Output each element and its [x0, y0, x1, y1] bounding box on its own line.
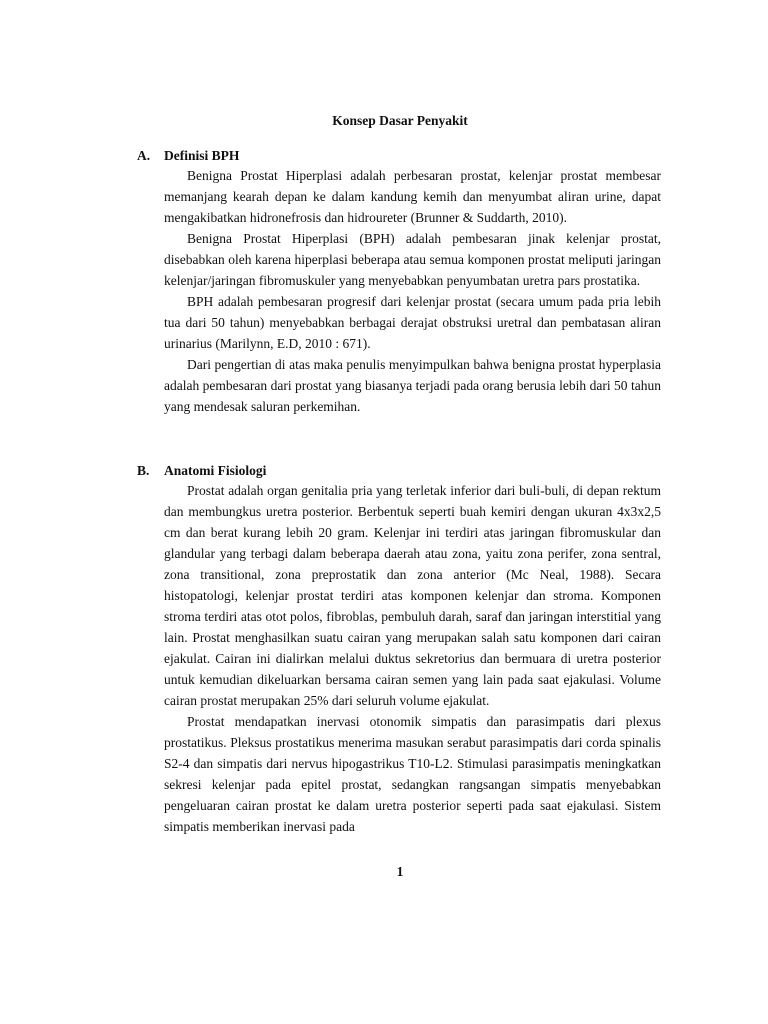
page-title: Konsep Dasar Penyakit [332, 113, 468, 128]
section-heading-b [137, 460, 266, 481]
section-title: Anatomi Fisiologi [164, 463, 267, 478]
page-number: 1 [396, 864, 404, 879]
paragraph: Prostat mendapatkan inervasi otonomik simpatis dan parasimpatis dari plexus prostatikus. Pleksus prostatikus menerima masukan serabut parasimpatis dari corda spinalis S2-4 dan simpatis dari nervus hipogastrikus T10-L2. Stimulasi parasimpatis meningkatkan sekresi kelenjar pada epitel prostat, sedangkan rangsangan simpatis menyebabkan pengeluaran cairan prostat ke dalam uretra posterior seperti pada saat ejakulasi. Sistem simpatis memberikan inervasi pada [164, 714, 661, 834]
section-body-b [164, 480, 661, 837]
section-title: Definisi BPH [164, 148, 240, 163]
paragraph: Prostat adalah organ genitalia pria yang terletak inferior dari buli-buli, di depan rektum dan membungkus uretra posterior. Berbentuk seperti buah kemiri dengan ukuran 4x3x2,5 cm dan berat kurang lebih 20 gram. Kelenjar ini terdiri atas jaringan fibromuskular dan glandular yang terbagi dalam beberapa daerah atau zona, yaitu zona perifer, zona sentral, zona transitional, zona preprostatik dan zona anterior (Mc Neal, 1988). Secara histopatologi, kelenjar prostat terdiri atas komponen kelenjar dan stroma. Komponen stroma terdiri atas otot polos, fibroblas, pembuluh darah, saraf dan jaringan interstitial yang lain. Prostat menghasilkan suatu cairan yang merupakan salah satu komponen dari cairan ejakulat. Cairan ini dialirkan melalui duktus sekretorius dan bermuara di uretra posterior untuk kemudian dikeluarkan bersama cairan semen yang lain pada saat ejakulasi. Volume cairan prostat merupakan 25% dari seluruh volume ejakulat. [164, 483, 661, 708]
paragraph: Dari pengertian di atas maka penulis menyimpulkan bahwa benigna prostat hyperplasia adalah pembesaran dari prostat yang biasanya terjadi pada orang berusia lebih dari 50 tahun yang mendesak saluran perkemihan. [164, 357, 661, 414]
section-letter: A. [137, 148, 151, 163]
section-letter: B. [137, 463, 150, 478]
section-body-a [164, 165, 661, 417]
section-heading-a [137, 145, 239, 166]
paragraph: Benigna Prostat Hiperplasi adalah perbesaran prostat, kelenjar prostat membesar memanjang kearah depan ke dalam kandung kemih dan menyumbat aliran urine, dapat mengakibatkan hidronefrosis dan hidroureter (Brunner & Suddarth, 2010). [164, 168, 661, 225]
paragraph: Benigna Prostat Hiperplasi (BPH) adalah pembesaran jinak kelenjar prostat, disebabkan oleh karena hiperplasi beberapa atau semua komponen prostat meliputi jaringan kelenjar/jaringan fibromuskuler yang menyebabkan penyumbatan uretra pars prostatika. [164, 231, 661, 288]
paragraph: BPH adalah pembesaran progresif dari kelenjar prostat (secara umum pada pria lebih tua dari 50 tahun) menyebabkan berbagai derajat obstruksi uretral dan pembatasan aliran urinarius (Marilynn, E.D, 2010 : 671). [164, 294, 661, 351]
